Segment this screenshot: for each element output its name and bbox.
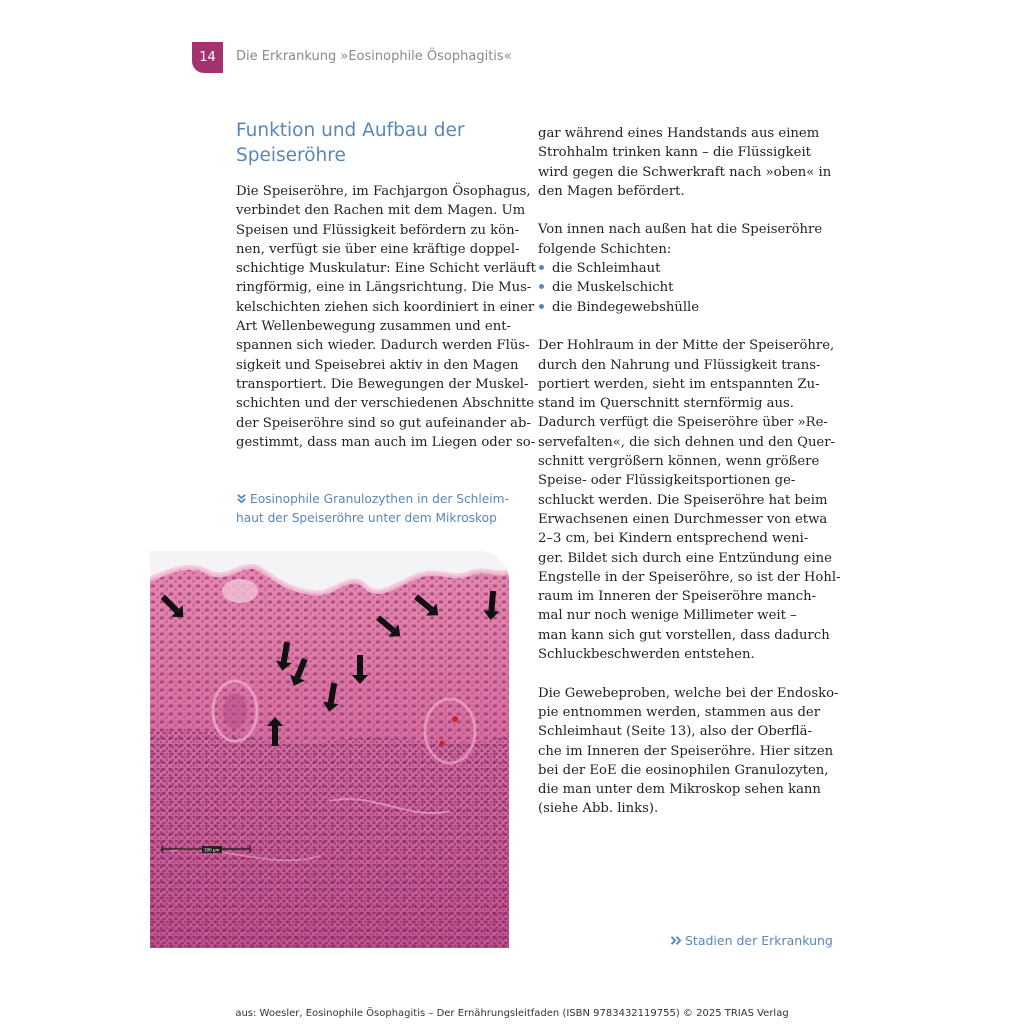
text-line: Dadurch verfügt die Speiseröhre über »Re- [538, 415, 828, 431]
text-line: nen, verfügt sie über eine kräftige doppel- [236, 241, 520, 257]
text-line: Der Hohlraum in der Mitte der Speiseröhre, [538, 338, 835, 354]
footer-citation: aus: Woesler, Eosinophile Ösophagitis – Der Ernährungsleitfaden (ISBN 9783432119755) © 2025 TRIAS Verlag [235, 1008, 789, 1019]
text-line: gar während eines Handstands aus einem [538, 126, 820, 141]
text-line: che im Inneren der Speiseröhre. Hier sitzen [538, 743, 834, 759]
bullet-item: die Muskelschicht [538, 278, 828, 297]
text-line: portiert werden, sieht im entspannten Zu- [538, 376, 820, 392]
next-chapter-label: Stadien der Erkrankung [685, 933, 833, 948]
running-head: Die Erkrankung »Eosinophile Ösophagitis« [236, 49, 512, 64]
text-line: (siehe Abb. links). [538, 801, 659, 817]
text-line: kelschichten ziehen sich koordiniert in einer [236, 299, 535, 315]
text-line: Speisen und Flüssigkeit befördern zu kön- [236, 222, 520, 238]
heading-line-2: Speiseröhre [236, 145, 346, 166]
caption-line-2: haut der Speiseröhre unter dem Mikroskop [236, 511, 497, 525]
text-line: Die Speiseröhre, im Fachjargon Ösophagus, [236, 184, 531, 199]
text-line: man kann sich gut vorstellen, dass dadurch [538, 627, 830, 643]
micrograph-svg [150, 551, 509, 948]
text-line: Schleimhaut (Seite 13), also der Oberflä- [538, 724, 813, 740]
text-line: sigkeit und Speisebrei aktiv in den Magen [236, 357, 519, 373]
text-line: gestimmt, dass man auch im Liegen oder so- [236, 434, 536, 450]
text-line: spannen sich wieder. Dadurch werden Flüs- [236, 338, 530, 354]
text-line: 2–3 cm, bei Kindern entsprechend weni- [538, 531, 809, 547]
bullet-dot-icon [539, 284, 544, 289]
text-line: durch den Nahrung und Flüssigkeit trans- [538, 357, 821, 373]
text-line: schnitt vergrößern können, wenn größere [538, 454, 820, 470]
text-line: Erwachsenen einen Durchmesser von etwa [538, 511, 828, 527]
bullet-dot-icon [539, 265, 544, 270]
text-line: schluckt werden. Die Speiseröhre hat beim [538, 492, 828, 508]
text-line: den Magen befördert. [538, 183, 685, 199]
text-line: bei der EoE die eosinophilen Granulozyten, [538, 762, 829, 778]
text-line: verbindet den Rachen mit dem Magen. Um [236, 203, 526, 219]
text-line: Von innen nach außen hat die Speiseröhre [538, 222, 823, 238]
heading-line-1: Funktion und Aufbau der [236, 120, 465, 141]
text-line: stand im Querschnitt sternförmig aus. [538, 396, 794, 412]
bullet-item: die Bindegewebshülle [538, 298, 828, 317]
text-line: Art Wellenbewegung zusammen und ent- [236, 319, 511, 335]
text-line: folgende Schichten: [538, 241, 672, 257]
text-line: der Speiseröhre sind so gut aufeinander ab- [236, 415, 531, 431]
caption-line-1: Eosinophile Granulozythen in der Schleim- [236, 490, 516, 509]
paragraph-gap [538, 664, 828, 683]
text-line: raum im Inneren der Speiseröhre manch- [538, 589, 817, 605]
text-line: Speise- oder Flüssigkeitsportionen ge- [538, 473, 796, 489]
text-line: die man unter dem Mikroskop sehen kann [538, 782, 821, 798]
text-line: mal nur noch wenige Millimeter weit – [538, 608, 797, 624]
page-number: 14 [199, 50, 216, 65]
chevron-down-icon [236, 493, 247, 504]
text-line: pie entnommen werden, stammen aus der [538, 704, 820, 720]
scale-bar-label: 100 µm [204, 847, 220, 853]
text-line: Engstelle in der Speiseröhre, so ist der Hohl- [538, 569, 841, 585]
text-line: ger. Bildet sich durch eine Entzündung eine [538, 550, 832, 566]
text-line: schichten und der verschiedenen Abschnitte [236, 396, 535, 412]
double-chevron-right-icon [670, 935, 683, 946]
text-line: ringförmig, eine in Längsrichtung. Die Mus- [236, 280, 532, 296]
left-column-text [236, 182, 536, 452]
text-line: transportiert. Die Bewegungen der Muskel- [236, 376, 529, 392]
right-column-text [538, 124, 841, 819]
figure-caption [236, 490, 516, 528]
text-line: Strohhalm trinken kann – die Flüssigkeit [538, 145, 811, 161]
bullet-dot-icon [539, 304, 544, 309]
micrograph-image [150, 551, 509, 948]
page-number-badge [192, 42, 223, 73]
text-line: wird gegen die Schwerkraft nach »oben« in [538, 164, 832, 180]
paragraph-gap [538, 201, 828, 220]
bullet-item: die Schleimhaut [538, 259, 828, 278]
text-line: Schluckbeschwerden entstehen. [538, 647, 755, 663]
text-line: servefalten«, die sich dehnen und den Quer- [538, 434, 835, 450]
next-chapter-link[interactable] [670, 933, 833, 948]
text-line: schichtige Muskulatur: Eine Schicht verläuft [236, 261, 536, 277]
section-heading [236, 118, 506, 168]
text-line: Die Gewebeproben, welche bei der Endosko- [538, 685, 839, 701]
paragraph-gap [538, 317, 828, 336]
